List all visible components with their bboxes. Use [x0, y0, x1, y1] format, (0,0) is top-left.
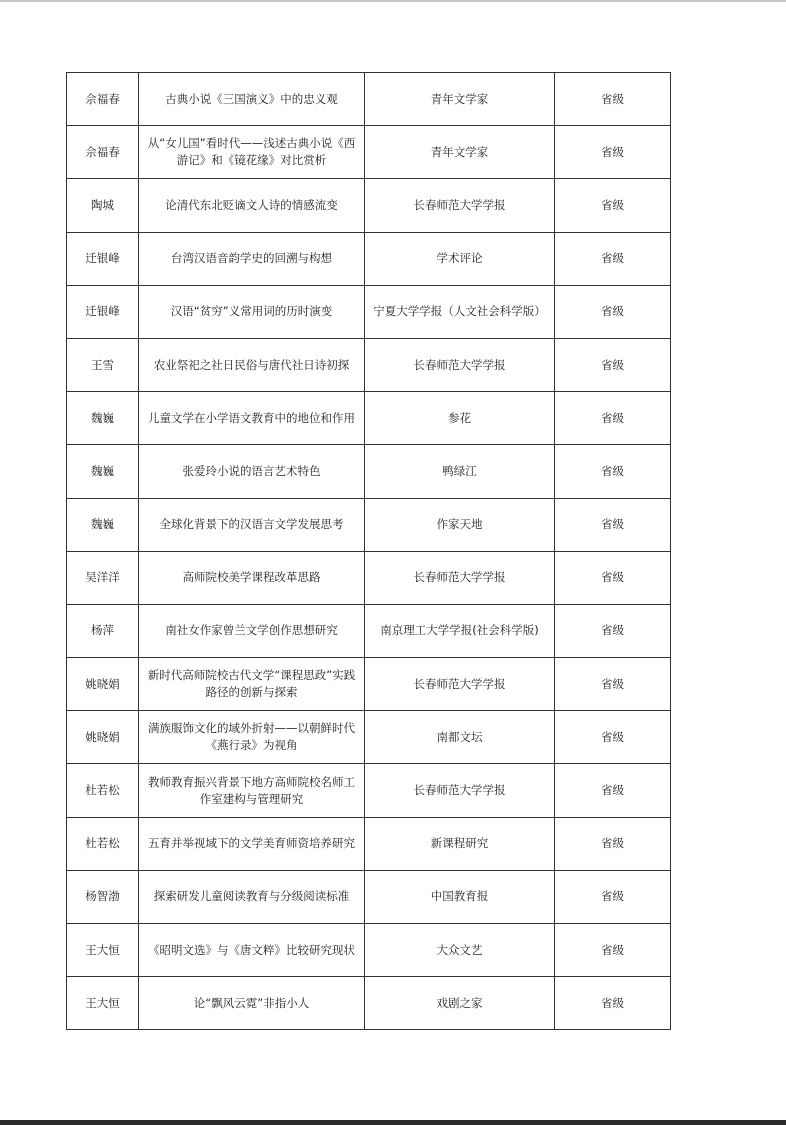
title-cell: 古典小说《三国演义》中的忠义观: [139, 73, 365, 126]
table-row: [67, 498, 671, 551]
title-cell: 五育并举视域下的文学美育师资培养研究: [139, 817, 365, 870]
journal-cell: 戏剧之家: [365, 977, 555, 1030]
journal-cell: 参花: [365, 392, 555, 445]
author-cell: 杜若松: [67, 817, 139, 870]
author-cell: 魏巍: [67, 498, 139, 551]
author-cell: 佘福春: [67, 126, 139, 179]
table-row: [67, 179, 671, 232]
title-cell: 新时代高师院校古代文学“课程思政”实践路径的创新与探索: [139, 658, 365, 711]
table-row: [67, 445, 671, 498]
table-row: [67, 711, 671, 764]
level-cell: 省级: [555, 126, 671, 179]
title-cell: 满族服饰文化的域外折射——以朝鲜时代《燕行录》为视角: [139, 711, 365, 764]
publication-table-body: [67, 73, 671, 1030]
title-cell: 论清代东北贬谪文人诗的情感流变: [139, 179, 365, 232]
level-cell: 省级: [555, 977, 671, 1030]
table-row: [67, 658, 671, 711]
journal-cell: 作家天地: [365, 498, 555, 551]
title-cell: 探索研发儿童阅读教育与分级阅读标准: [139, 870, 365, 923]
author-cell: 王大恒: [67, 924, 139, 977]
page-top-rule: [0, 0, 786, 2]
journal-cell: 大众文艺: [365, 924, 555, 977]
author-cell: 吴洋洋: [67, 551, 139, 604]
author-cell: 杨智渤: [67, 870, 139, 923]
journal-cell: 学术评论: [365, 232, 555, 285]
title-cell: 儿童文学在小学语文教育中的地位和作用: [139, 392, 365, 445]
title-cell: 从“女儿国”看时代——浅述古典小说《西游记》和《镜花缘》对比赏析: [139, 126, 365, 179]
author-cell: 姚晓娟: [67, 711, 139, 764]
title-cell: 教师教育振兴背景下地方高师院校名师工作室建构与管理研究: [139, 764, 365, 817]
journal-cell: 长春师范大学学报: [365, 551, 555, 604]
journal-cell: 南京理工大学学报(社会科学版): [365, 604, 555, 657]
journal-cell: 长春师范大学学报: [365, 179, 555, 232]
publication-table: [66, 72, 671, 1030]
author-cell: 王大恒: [67, 977, 139, 1030]
author-cell: 杜若松: [67, 764, 139, 817]
journal-cell: 南都文坛: [365, 711, 555, 764]
level-cell: 省级: [555, 924, 671, 977]
level-cell: 省级: [555, 498, 671, 551]
level-cell: 省级: [555, 817, 671, 870]
author-cell: 杨萍: [67, 604, 139, 657]
journal-cell: 中国教育报: [365, 870, 555, 923]
title-cell: 高师院校美学课程改革思路: [139, 551, 365, 604]
author-cell: 王雪: [67, 338, 139, 391]
table-row: [67, 285, 671, 338]
journal-cell: 新课程研究: [365, 817, 555, 870]
table-row: [67, 126, 671, 179]
level-cell: 省级: [555, 392, 671, 445]
author-cell: 姚晓娟: [67, 658, 139, 711]
level-cell: 省级: [555, 764, 671, 817]
title-cell: 农业祭祀之社日民俗与唐代社日诗初探: [139, 338, 365, 391]
level-cell: 省级: [555, 711, 671, 764]
level-cell: 省级: [555, 179, 671, 232]
level-cell: 省级: [555, 551, 671, 604]
journal-cell: 青年文学家: [365, 126, 555, 179]
author-cell: 迁银峰: [67, 232, 139, 285]
author-cell: 迁银峰: [67, 285, 139, 338]
author-cell: 陶城: [67, 179, 139, 232]
table-row: [67, 764, 671, 817]
table-row: [67, 870, 671, 923]
table-row: [67, 977, 671, 1030]
author-cell: 佘福春: [67, 73, 139, 126]
title-cell: 台湾汉语音韵学史的回溯与构想: [139, 232, 365, 285]
author-cell: 魏巍: [67, 392, 139, 445]
level-cell: 省级: [555, 232, 671, 285]
level-cell: 省级: [555, 338, 671, 391]
level-cell: 省级: [555, 445, 671, 498]
level-cell: 省级: [555, 285, 671, 338]
journal-cell: 长春师范大学学报: [365, 338, 555, 391]
title-cell: 全球化背景下的汉语言文学发展思考: [139, 498, 365, 551]
level-cell: 省级: [555, 658, 671, 711]
level-cell: 省级: [555, 604, 671, 657]
table-row: [67, 338, 671, 391]
title-cell: 汉语“贫穷”义常用词的历时演变: [139, 285, 365, 338]
journal-cell: 长春师范大学学报: [365, 658, 555, 711]
page-bottom-rule: [0, 1120, 786, 1125]
journal-cell: 长春师范大学学报: [365, 764, 555, 817]
table-row: [67, 73, 671, 126]
title-cell: 南社女作家曾兰文学创作思想研究: [139, 604, 365, 657]
author-cell: 魏巍: [67, 445, 139, 498]
table-row: [67, 817, 671, 870]
title-cell: 张爱玲小说的语言艺术特色: [139, 445, 365, 498]
table-row: [67, 392, 671, 445]
journal-cell: 宁夏大学学报（人文社会科学版）: [365, 285, 555, 338]
level-cell: 省级: [555, 870, 671, 923]
level-cell: 省级: [555, 73, 671, 126]
table-row: [67, 232, 671, 285]
table-row: [67, 551, 671, 604]
title-cell: 《昭明文选》与《唐文粹》比较研究现状: [139, 924, 365, 977]
journal-cell: 青年文学家: [365, 73, 555, 126]
table-row: [67, 924, 671, 977]
journal-cell: 鸭绿江: [365, 445, 555, 498]
table-row: [67, 604, 671, 657]
title-cell: 论“飘风云霓”非指小人: [139, 977, 365, 1030]
